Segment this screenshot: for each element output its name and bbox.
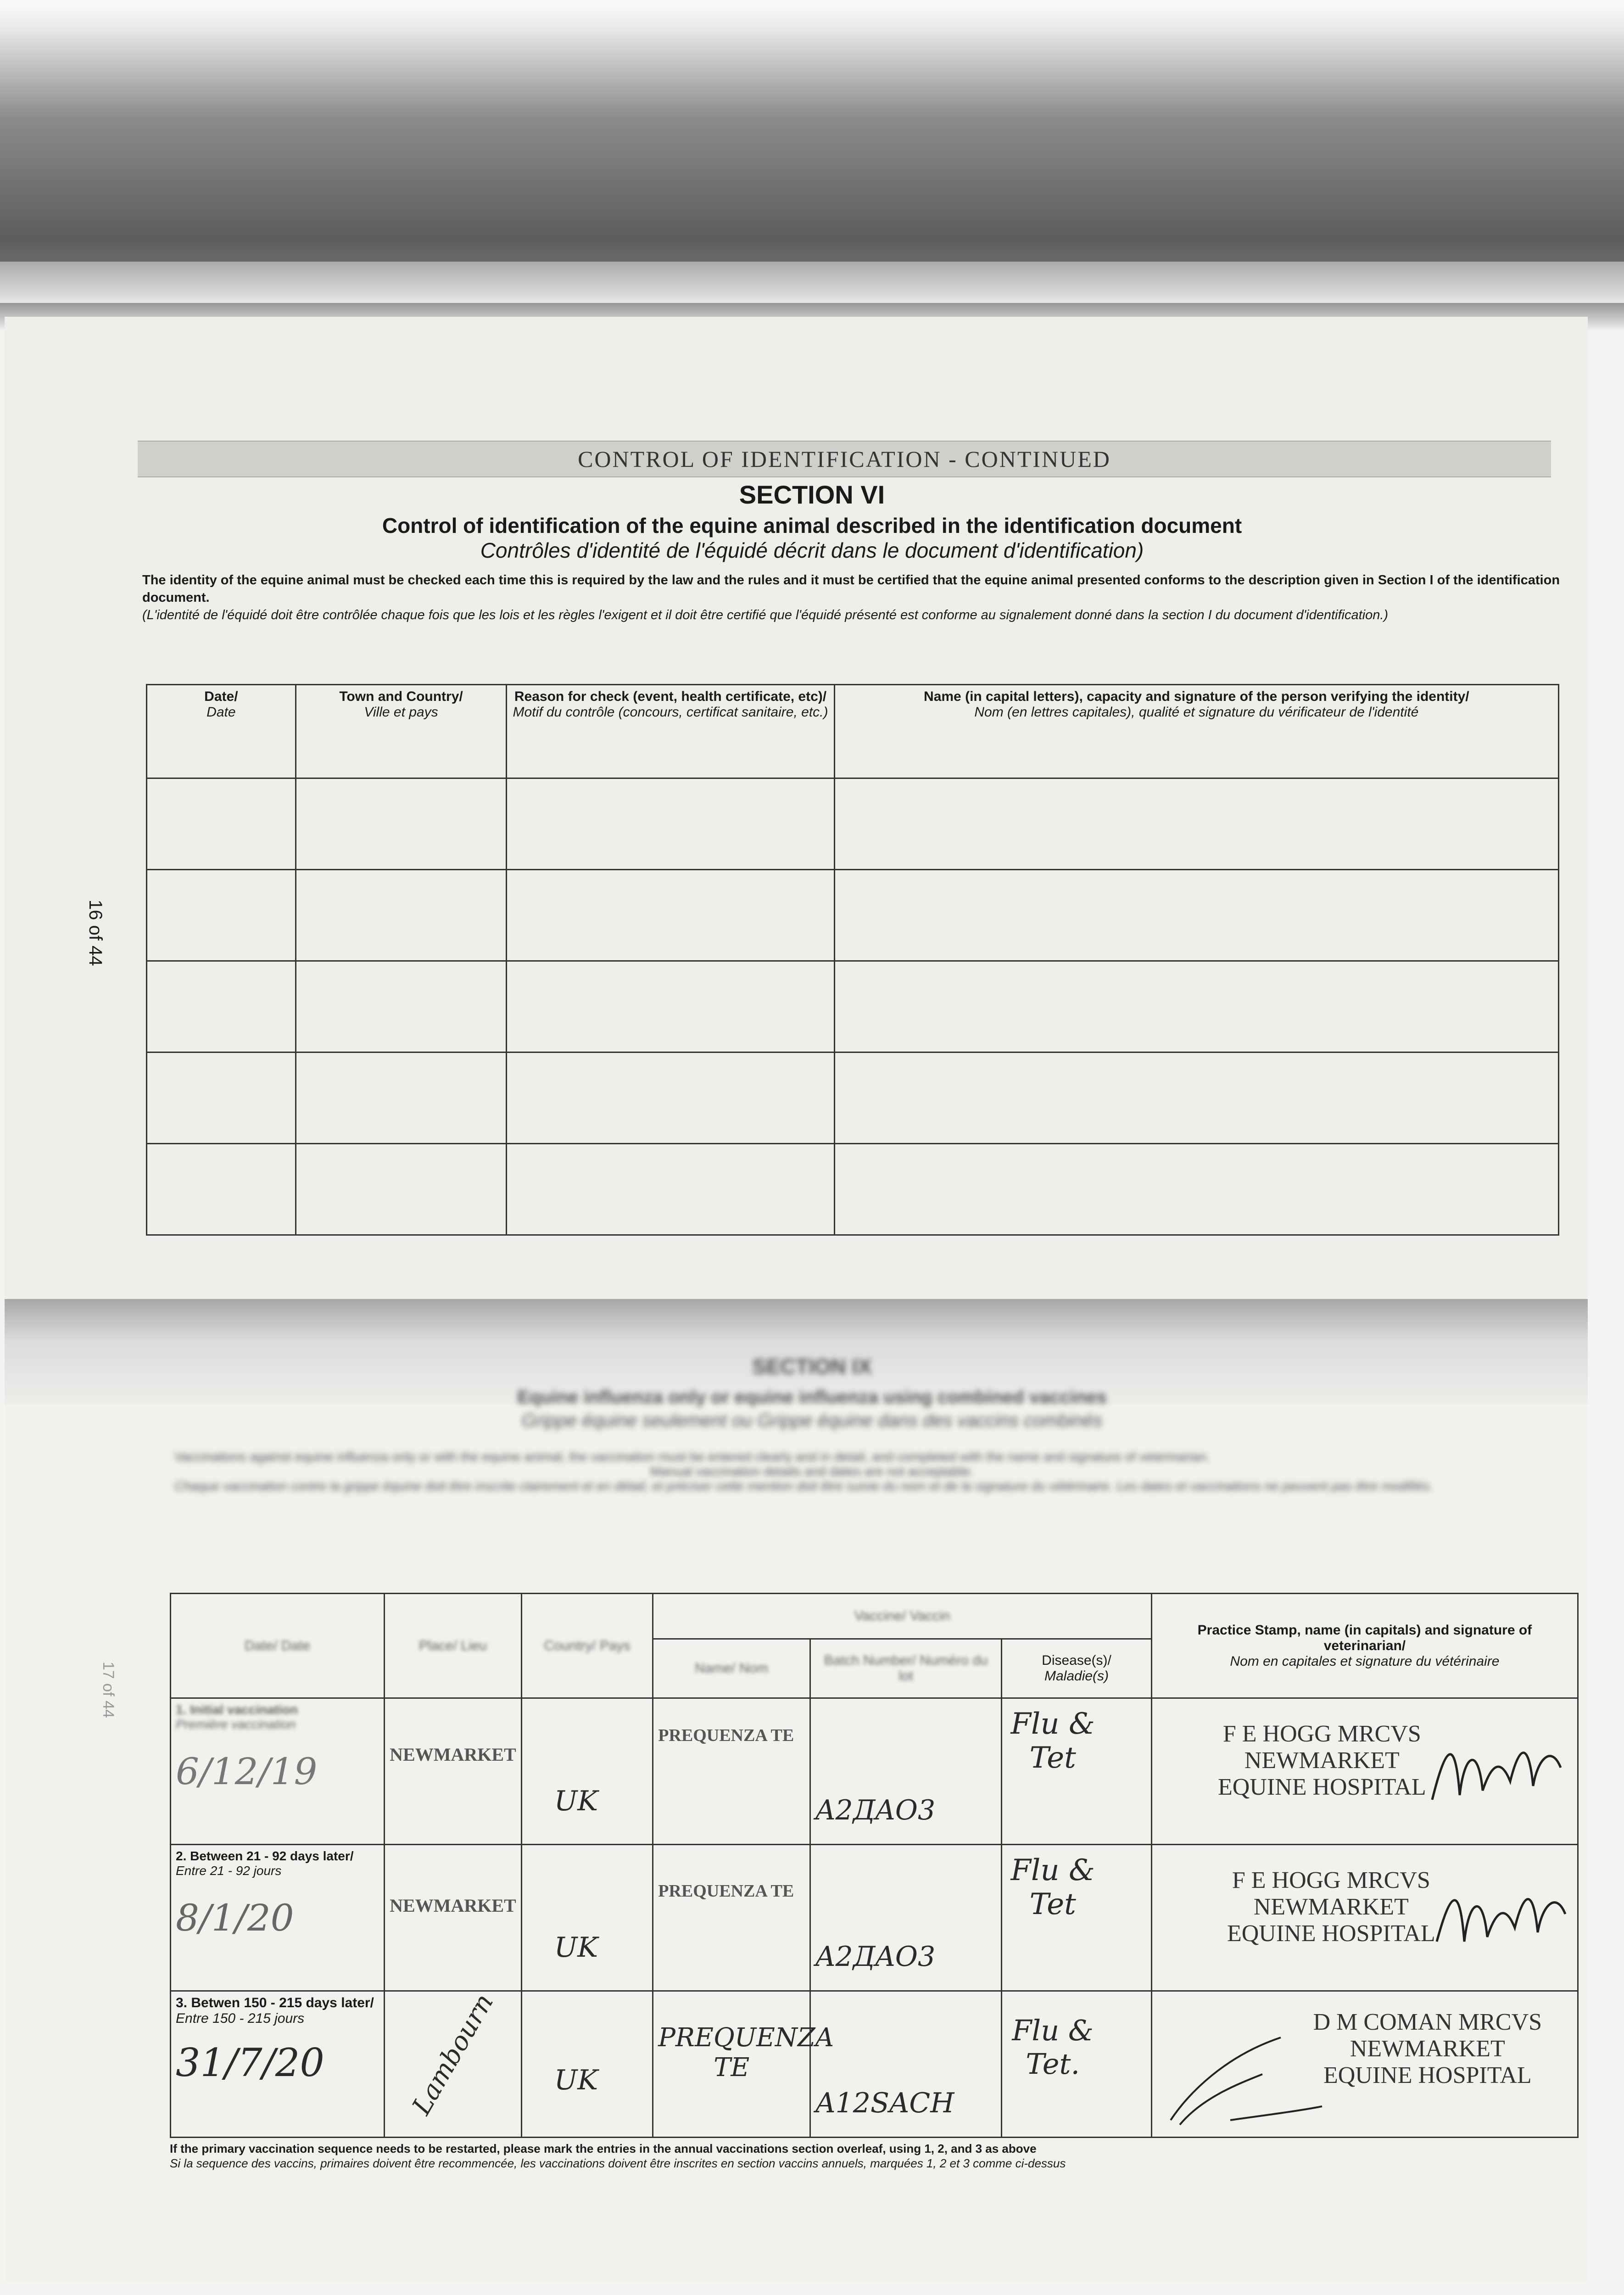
col-verifier: Name (in capital letters), capacity and signature of the person verifying the identity/ Nom (en lettres capitales), qualité et signature du vérificateur de l'identité bbox=[834, 685, 1558, 778]
vac-col-date: Date/ Date bbox=[171, 1594, 385, 1698]
table-row bbox=[147, 870, 1559, 961]
vac-row-1 bbox=[171, 1698, 1578, 1845]
table-row bbox=[147, 1144, 1559, 1235]
vac-country-cell: UK bbox=[521, 1698, 653, 1845]
vaccination-table bbox=[170, 1593, 1579, 2138]
vac-stamp-cell: D M COMAN MRCVS NEWMARKET EQUINE HOSPITAL bbox=[1151, 1991, 1578, 2138]
section-banner: CONTROL OF IDENTIFICATION - CONTINUED bbox=[138, 441, 1551, 477]
vac-batch-cell: A2ДAO3 bbox=[810, 1698, 1002, 1845]
identification-check-table bbox=[146, 684, 1559, 1236]
vaccination-section-title: SECTION IX bbox=[752, 1355, 872, 1378]
table-row bbox=[147, 1052, 1559, 1144]
vac-batch-cell: A12SACH bbox=[810, 1991, 1002, 2138]
col-date: Date/ Date bbox=[147, 685, 296, 778]
vac-disease-cell: Flu & Tet bbox=[1002, 1845, 1152, 1991]
title-french: Contrôles d'identité de l'équidé décrit dans le document d'identification) bbox=[480, 538, 1144, 562]
vac-col-stamp: Practice Stamp, name (in capitals) and signature of veterinarian/ Nom en capitales et signature du vétérinaire bbox=[1151, 1594, 1578, 1698]
footnote-english: If the primary vaccination sequence needs to be restarted, please mark the entries in the annual vaccinations section overleaf, using 1, 2, and 3 as above bbox=[170, 2142, 1037, 2155]
vac-row-2 bbox=[171, 1845, 1578, 1991]
vac-date-cell: 1. Initial vaccination Première vaccination 6/12/19 bbox=[171, 1698, 385, 1845]
vac-date: 31/7/20 bbox=[176, 2040, 324, 2085]
table-header-row bbox=[147, 685, 1559, 778]
vac-place-cell: NEWMARKET bbox=[385, 1845, 522, 1991]
vaccination-heading-faded bbox=[0, 1354, 1624, 1494]
table-row bbox=[147, 961, 1559, 1052]
vac-date: 8/1/20 bbox=[176, 1897, 294, 1939]
footnote bbox=[170, 2141, 1569, 2171]
vaccination-para-en2: Manual vaccination details and dates are not acceptable. bbox=[650, 1464, 974, 1478]
vac-stamp-cell: F E HOGG MRCVS NEWMARKET EQUINE HOSPITAL bbox=[1151, 1845, 1578, 1991]
vac-date-cell: 2. Between 21 - 92 days later/ Entre 21 - 92 jours 8/1/20 bbox=[171, 1845, 385, 1991]
footnote-french: Si la sequence des vaccins, primaires doivent être recommencée, les vaccinations doivent être inscrites en section vaccins annuels, marquées 1, 2 et 3 comme ci-dessus bbox=[170, 2156, 1066, 2170]
col-reason: Reason for check (event, health certificate, etc)/ Motif du contrôle (concours, certificat sanitaire, etc.) bbox=[507, 685, 834, 778]
page-number-lower: 17 of 44 bbox=[100, 1662, 117, 1718]
vac-batch-cell: A2ДAO3 bbox=[810, 1845, 1002, 1991]
signature-2 bbox=[1432, 1873, 1570, 1965]
vac-header-row1 bbox=[171, 1594, 1578, 1639]
vac-disease-cell: Flu & Tet bbox=[1002, 1698, 1152, 1845]
vaccination-line1: Equine influenza only or equine influenza using combined vaccines bbox=[517, 1387, 1107, 1407]
vac-col-batch: Batch Number/ Numéro du lot bbox=[810, 1639, 1002, 1698]
vac-col-name: Name/ Nom bbox=[653, 1639, 810, 1698]
vac-row-3 bbox=[171, 1991, 1578, 2138]
title-english: Control of identification of the equine animal described in the identification document bbox=[382, 514, 1242, 537]
vaccination-para-fr: Chaque vaccination contre la grippe équine doit être inscrite clairement et en détail, et préciser cette mention doit être suivie du nom et de la signature du vétérinaire. Les dates et vaccinations ne peuvent pas être modifiés. bbox=[174, 1479, 1433, 1493]
vac-date: 6/12/19 bbox=[176, 1750, 318, 1793]
vac-col-vaccine: Vaccine/ Vaccin bbox=[653, 1594, 1152, 1639]
vac-col-place: Place/ Lieu bbox=[385, 1594, 522, 1698]
vac-place-cell: Lambourn bbox=[385, 1991, 522, 2138]
signature-1 bbox=[1428, 1726, 1565, 1818]
vac-vaccine-cell: PREQUENZA TE bbox=[653, 1698, 810, 1845]
page-number: 16 of 44 bbox=[85, 900, 106, 966]
vac-country-cell: UK bbox=[521, 1845, 653, 1991]
vac-stamp-cell: F E HOGG MRCVS NEWMARKET EQUINE HOSPITAL bbox=[1151, 1698, 1578, 1845]
vac-vaccine-cell: PREQUENZA TE bbox=[653, 1991, 810, 2138]
vaccination-line2: Grippe équine seulement ou Grippe équine dans des vaccins combinés bbox=[521, 1411, 1103, 1431]
table-row bbox=[147, 778, 1559, 870]
vac-date-cell: 3. Betwen 150 - 215 days later/ Entre 150 - 215 jours 31/7/20 bbox=[171, 1991, 385, 2138]
vac-country-cell: UK bbox=[521, 1991, 653, 2138]
intro-text bbox=[142, 571, 1560, 624]
col-town-country: Town and Country/ Ville et pays bbox=[296, 685, 507, 778]
page-edge bbox=[0, 262, 1624, 303]
vac-place-cell: NEWMARKET bbox=[385, 1698, 522, 1845]
vaccination-para-en: Vaccinations against equine influenza only or with the equine animal, the vaccination must be entered clearly and in detail, and completed with the name and signature of veterinarian. bbox=[174, 1450, 1210, 1464]
vac-vaccine-cell: PREQUENZA TE bbox=[653, 1845, 810, 1991]
signature-3 bbox=[1161, 2028, 1327, 2129]
vac-col-disease: Disease(s)/ Maladie(s) bbox=[1002, 1639, 1152, 1698]
intro-english: The identity of the equine animal must be checked each time this is required by the law and the rules and it must be certified that the equine animal presented conforms to the description given in Section I of the identification document. bbox=[142, 573, 1560, 605]
vac-disease-cell: Flu & Tet. bbox=[1002, 1991, 1152, 2138]
intro-french: (L'identité de l'équidé doit être contrôlée chaque fois que les lois et les règles l'exigent et il doit être certifié que l'équidé présenté est conforme au signalement donné dans la section I du document d'identification.) bbox=[142, 608, 1389, 622]
vac-col-country: Country/ Pays bbox=[521, 1594, 653, 1698]
section-title: SECTION VI bbox=[739, 480, 885, 509]
